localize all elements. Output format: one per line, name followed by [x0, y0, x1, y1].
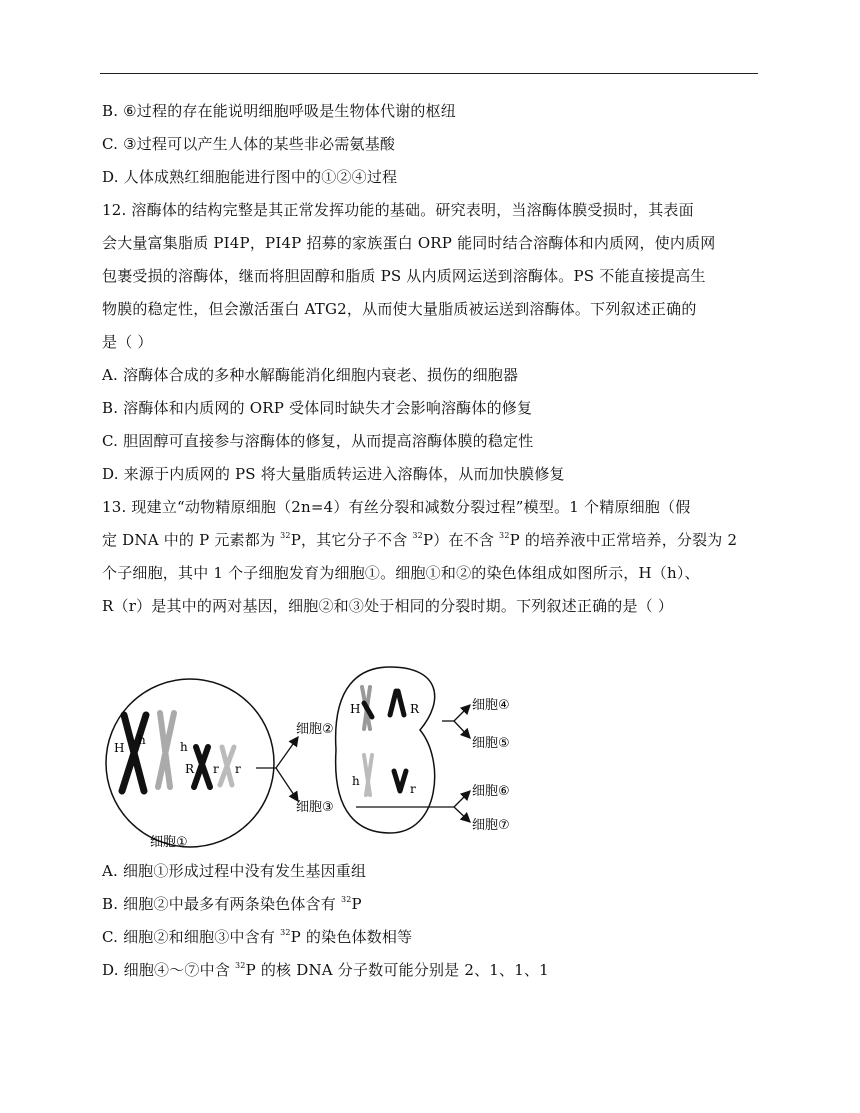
cell4-label: 细胞④	[472, 698, 510, 713]
q11-option-c: C. ③过程可以产生人体的某些非必需氨基酸	[102, 135, 396, 153]
q13-stem-line2: 定 DNA 中的 P 元素都为 $^{32}$P，其它分子不含 $^{32}$P）在不含 $^{32}$P 的培养液中正常培养，分裂为 2	[102, 531, 738, 549]
q12-stem-line5: 是（ ）	[102, 333, 153, 351]
header-rule	[100, 73, 758, 74]
cell1-label: 细胞①	[150, 835, 188, 850]
cell2-membrane	[336, 667, 435, 833]
q13-stem-line3: 个子细胞，其中 1 个子细胞发育为细胞①。细胞①和②的染色体组成如图所示，H（h）、	[102, 564, 700, 582]
cell2-gene-H: H	[350, 702, 361, 716]
q13-stem-line4: R（r）是其中的两对基因，细胞②和③处于相同的分裂时期。下列叙述正确的是（ ）	[102, 597, 674, 615]
cell3-label: 细胞③	[296, 800, 334, 815]
q12-stem-line1: 12. 溶酶体的结构完整是其正常发挥功能的基础。研究表明，当溶酶体膜受损时，其表面	[102, 201, 694, 219]
q12-stem-line3: 包裹受损的溶酶体，继而将胆固醇和脂质 PS 从内质网运送到溶酶体。PS 不能直接提高生	[102, 267, 706, 285]
cell2-label: 细胞②	[296, 722, 334, 737]
q11-option-d: D. 人体成熟红细胞能进行图中的①②④过程	[102, 168, 398, 186]
q13-stem-line1: 13. 现建立“动物精原细胞（2n=4）有丝分裂和减数分裂过程”模型。1 个精原细胞（假	[102, 498, 691, 516]
q12-option-b: B. 溶酶体和内质网的 ORP 受体同时缺失才会影响溶酶体的修复	[102, 399, 533, 417]
cell2-gene-r: r	[410, 782, 416, 796]
cell7-label: 细胞⑦	[472, 818, 510, 833]
q13-option-a: A. 细胞①形成过程中没有发生基因重组	[102, 862, 367, 880]
cell2-chromosomes	[362, 687, 406, 795]
q13-option-d: D. 细胞④～⑦中含 $^{32}$P 的核 DNA 分子数可能分别是 2、1、1、1	[102, 961, 549, 979]
gene-r-lower-2: r	[235, 762, 241, 776]
gene-h-upper-1: H	[114, 741, 125, 755]
cell6-label: 细胞⑥	[472, 784, 510, 799]
q12-option-a: A. 溶酶体合成的多种水解酶能消化细胞内衰老、损伤的细胞器	[102, 366, 519, 384]
cell2-gene-R: R	[410, 702, 420, 716]
q11-option-b: B. ⑥过程的存在能说明细胞呼吸是生物体代谢的枢纽	[102, 102, 457, 120]
q12-option-c: C. 胆固醇可直接参与溶酶体的修复，从而提高溶酶体膜的稳定性	[102, 432, 534, 450]
gene-h-lower-1: h	[138, 733, 146, 747]
q12-option-d: D. 来源于内质网的 PS 将大量脂质转运进入溶酶体，从而加快膜修复	[102, 465, 565, 483]
gene-h-lower-2: h	[180, 740, 188, 754]
cell2-gene-h: h	[352, 774, 360, 788]
q13-option-b: B. 细胞②中最多有两条染色体含有 $^{32}$P	[102, 895, 362, 913]
cell1-chromosomes	[122, 713, 234, 791]
cell5-label: 细胞⑤	[472, 736, 510, 751]
q12-stem-line2: 会大量富集脂质 PI4P，PI4P 招募的家族蛋白 ORP 能同时结合溶酶体和内质网，使内质网	[102, 234, 716, 252]
q12-stem-line4: 物膜的稳定性，但会激活蛋白 ATG2，从而使大量脂质被运送到溶酶体。下列叙述正确的	[102, 300, 697, 318]
q13-option-c: C. 细胞②和细胞③中含有 $^{32}$P 的染色体数相等	[102, 928, 413, 946]
gene-r-upper-1: R	[185, 762, 195, 776]
gene-r-lower-1: r	[213, 762, 219, 776]
cell-division-figure	[100, 655, 540, 855]
